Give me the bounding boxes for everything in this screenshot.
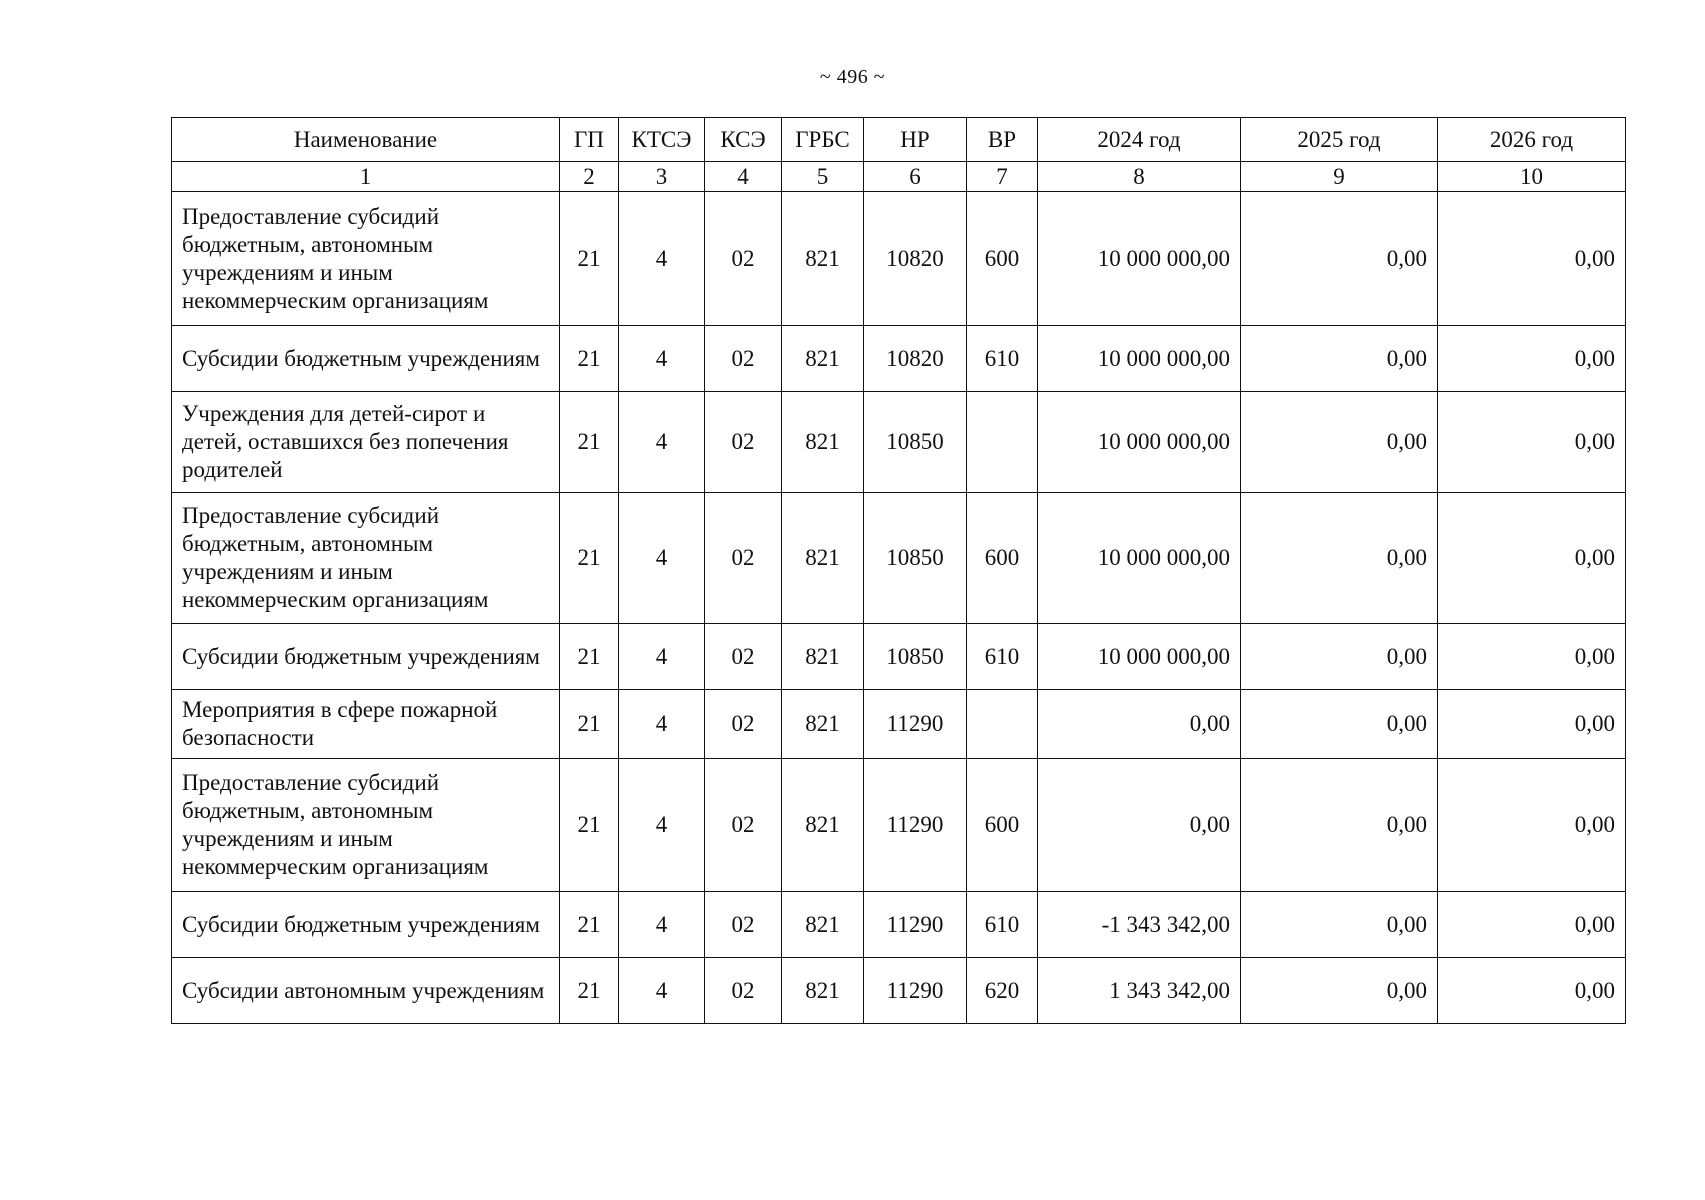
row-2025: 0,00 [1241,493,1438,624]
row-gp: 21 [560,493,619,624]
row-2024: 0,00 [1038,690,1241,759]
column-number: 8 [1038,162,1241,192]
row-kse: 02 [705,958,782,1024]
row-2026: 0,00 [1438,624,1626,690]
row-grbs: 821 [782,892,864,958]
row-name: Учреждения для детей-сирот и детей, оставшихся без попечения родителей [172,392,560,493]
row-nr: 10850 [864,493,967,624]
row-2025: 0,00 [1241,392,1438,493]
header-2024: 2024 год [1038,118,1241,162]
row-2024: 10 000 000,00 [1038,392,1241,493]
row-vr [967,690,1038,759]
row-2025: 0,00 [1241,326,1438,392]
row-gp: 21 [560,392,619,493]
row-gp: 21 [560,326,619,392]
row-gp: 21 [560,690,619,759]
row-grbs: 821 [782,392,864,493]
row-2026: 0,00 [1438,958,1626,1024]
row-grbs: 821 [782,326,864,392]
header-gp: ГП [560,118,619,162]
row-nr: 11290 [864,892,967,958]
row-nr: 10820 [864,326,967,392]
row-ktse: 4 [619,690,705,759]
row-kse: 02 [705,392,782,493]
row-2026: 0,00 [1438,892,1626,958]
row-2025: 0,00 [1241,759,1438,892]
row-name: Субсидии бюджетным учреждениям [172,624,560,690]
row-nr: 11290 [864,759,967,892]
table-row [172,192,1626,326]
budget-table [171,117,1626,1024]
row-nr: 10850 [864,392,967,493]
row-2024: 10 000 000,00 [1038,192,1241,326]
page-number: ~ 496 ~ [819,66,886,88]
row-grbs: 821 [782,958,864,1024]
row-name: Предоставление субсидий бюджетным, автономным учреждениям и иным некоммерческим организациям [172,192,560,326]
row-gp: 21 [560,624,619,690]
row-gp: 21 [560,892,619,958]
column-number: 9 [1241,162,1438,192]
row-ktse: 4 [619,958,705,1024]
row-2024: 0,00 [1038,759,1241,892]
column-number: 4 [705,162,782,192]
header-name: Наименование [172,118,560,162]
column-number-row [172,162,1626,192]
table-row [172,892,1626,958]
column-number: 2 [560,162,619,192]
row-kse: 02 [705,624,782,690]
row-name: Субсидии бюджетным учреждениям [172,326,560,392]
column-number: 5 [782,162,864,192]
row-vr: 610 [967,326,1038,392]
row-2026: 0,00 [1438,392,1626,493]
row-2026: 0,00 [1438,326,1626,392]
row-nr: 11290 [864,958,967,1024]
table-row [172,392,1626,493]
row-kse: 02 [705,690,782,759]
table-row [172,493,1626,624]
row-2024: -1 343 342,00 [1038,892,1241,958]
header-nr: НР [864,118,967,162]
row-kse: 02 [705,326,782,392]
row-name: Мероприятия в сфере пожарной безопасности [172,690,560,759]
table-row [172,958,1626,1024]
row-name: Предоставление субсидий бюджетным, автономным учреждениям и иным некоммерческим организациям [172,759,560,892]
row-ktse: 4 [619,624,705,690]
column-number: 7 [967,162,1038,192]
header-kse: КСЭ [705,118,782,162]
row-nr: 10820 [864,192,967,326]
row-vr: 620 [967,958,1038,1024]
row-ktse: 4 [619,392,705,493]
row-kse: 02 [705,192,782,326]
row-vr: 600 [967,759,1038,892]
row-2025: 0,00 [1241,192,1438,326]
row-2026: 0,00 [1438,759,1626,892]
row-grbs: 821 [782,493,864,624]
row-2024: 10 000 000,00 [1038,326,1241,392]
table-row [172,759,1626,892]
column-number: 10 [1438,162,1626,192]
row-name: Субсидии бюджетным учреждениям [172,892,560,958]
row-grbs: 821 [782,192,864,326]
table-row [172,690,1626,759]
row-2024: 10 000 000,00 [1038,624,1241,690]
header-vr: ВР [967,118,1038,162]
row-kse: 02 [705,493,782,624]
header-row [172,118,1626,162]
row-gp: 21 [560,759,619,892]
header-ktse: КТСЭ [619,118,705,162]
row-ktse: 4 [619,192,705,326]
row-ktse: 4 [619,493,705,624]
row-vr: 600 [967,493,1038,624]
row-name: Субсидии автономным учреждениям [172,958,560,1024]
row-2026: 0,00 [1438,690,1626,759]
table-row [172,326,1626,392]
header-grbs: ГРБС [782,118,864,162]
row-gp: 21 [560,958,619,1024]
row-vr: 600 [967,192,1038,326]
row-nr: 11290 [864,690,967,759]
row-kse: 02 [705,892,782,958]
row-kse: 02 [705,759,782,892]
row-gp: 21 [560,192,619,326]
row-ktse: 4 [619,326,705,392]
row-2025: 0,00 [1241,624,1438,690]
row-2026: 0,00 [1438,493,1626,624]
row-vr: 610 [967,892,1038,958]
column-number: 6 [864,162,967,192]
row-vr [967,392,1038,493]
row-2024: 1 343 342,00 [1038,958,1241,1024]
row-vr: 610 [967,624,1038,690]
row-grbs: 821 [782,624,864,690]
row-grbs: 821 [782,759,864,892]
table-body [172,192,1626,1024]
row-2025: 0,00 [1241,958,1438,1024]
row-2024: 10 000 000,00 [1038,493,1241,624]
row-nr: 10850 [864,624,967,690]
row-2026: 0,00 [1438,192,1626,326]
row-2025: 0,00 [1241,892,1438,958]
row-ktse: 4 [619,759,705,892]
table-row [172,624,1626,690]
column-number: 1 [172,162,560,192]
header-2026: 2026 год [1438,118,1626,162]
row-name: Предоставление субсидий бюджетным, автономным учреждениям и иным некоммерческим организациям [172,493,560,624]
header-2025: 2025 год [1241,118,1438,162]
table-header [172,118,1626,192]
row-2025: 0,00 [1241,690,1438,759]
row-ktse: 4 [619,892,705,958]
row-grbs: 821 [782,690,864,759]
column-number: 3 [619,162,705,192]
